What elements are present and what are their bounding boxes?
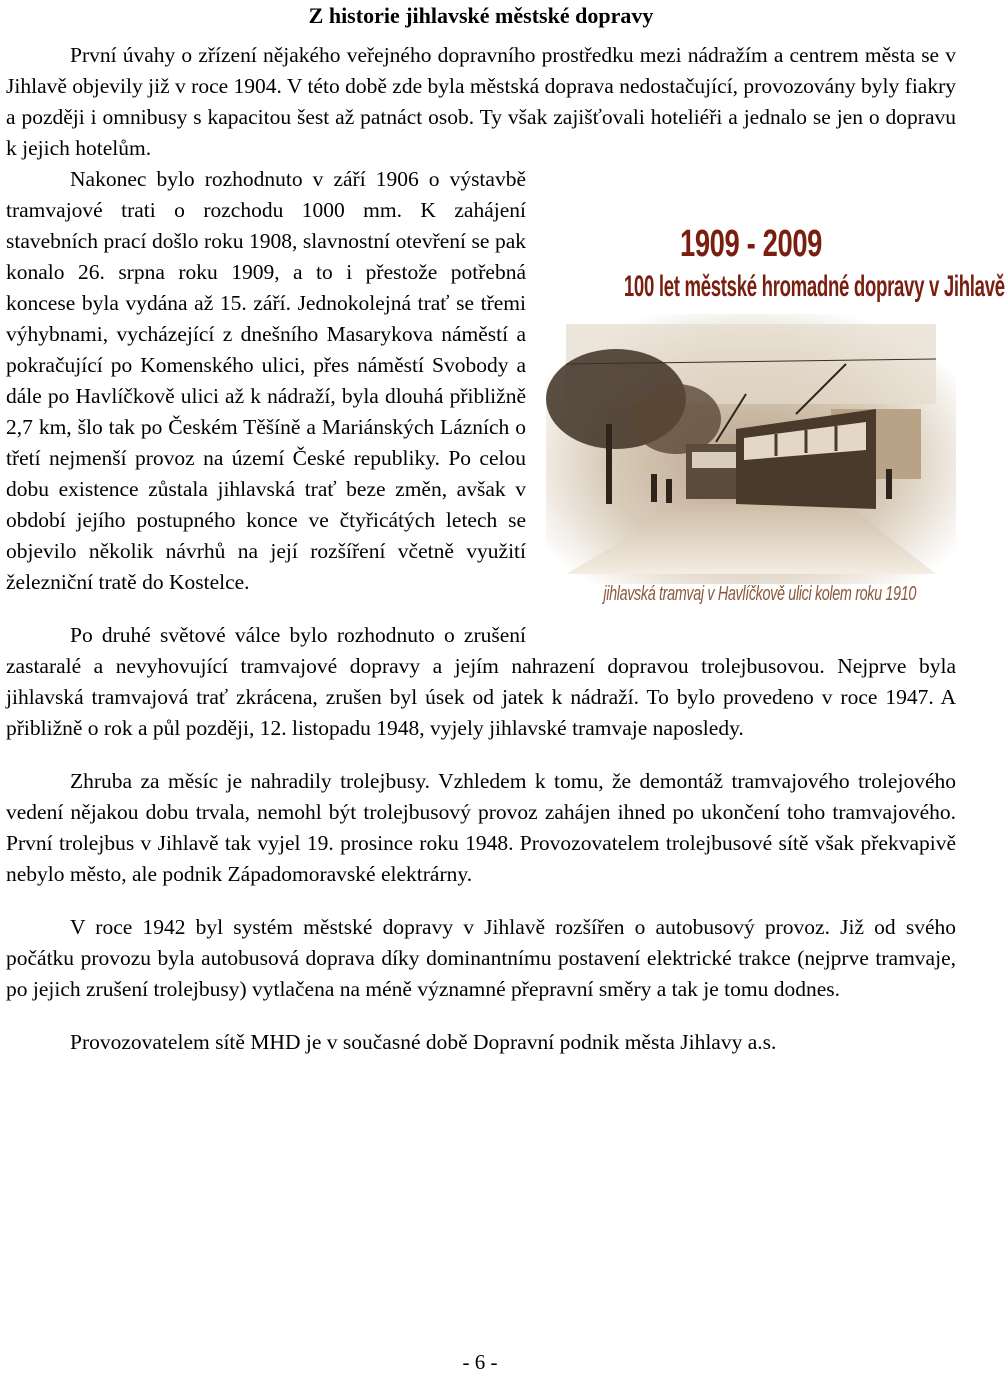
paragraph-post-war: Po druhé světové válce bylo rozhodnuto o zrušení zastaralé a nevyhovující tramvajové dopravy a jejím nahrazení dopravou trolejbusovou. Nejprve byla jihlavská tramvajová trať zkrácena, zrušen byl úsek od jatek k nádraží. To bylo provedeno v roce 1947. A přibližně o rok a půl později, 12. listopadu 1948, vyjely jihlavské tramvaje naposledy. [6, 623, 956, 740]
figure-caption: jihlavská tramvaj v Havlíčkově ulici kolem roku 1910 [603, 583, 917, 605]
tram-photo-figure [546, 174, 1005, 624]
paragraph-trolleybus: Zhruba za měsíc je nahradily trolejbusy. Vzhledem k tomu, že demontáž tramvajového trolejového vedení nějakou dobu trvala, nemohl být trolejbusový provoz zahájen ihned po ukončení toho tramvajového. První trolejbus v Jihlavě tak vyjel 19. prosince roku 1948. Provozovatelem trolejbusové sítě však překvapivě nebylo město, ale podnik Západomoravské elektrárny. [6, 769, 956, 886]
paragraph-intro: První úvahy o zřízení nějakého veřejného dopravního prostředku mezi nádražím a centrem města se v Jihlavě objevily již v roce 1904. V této době zde byla městská doprava nedostačující, provozovány byly fiakry a později i omnibusy s kapacitou šest až patnáct osob. Ty však zajišťovali hoteliéři a jednalo se jen o dopravu k jejich hotelům. [6, 43, 956, 160]
figure-title-anniversary: 100 let městské hromadné dopravy v Jihlavě [623, 270, 1005, 303]
figure-title-years: 1909 - 2009 [679, 223, 823, 265]
paragraph-bus: V roce 1942 byl systém městské dopravy v Jihlavě rozšířen o autobusový provoz. Již od svého počátku provozu byla autobusová doprava díky dominantnímu postavení elektrické trakce (nejprve tramvaje, po jejich zrušení trolejbusy) vytlačena na méně významné přepravní směry a tak je tomu dodnes. [6, 915, 956, 1001]
page-title: Z historie jihlavské městské dopravy [308, 3, 654, 28]
page-number: - 6 - [462, 1350, 498, 1374]
document-page [6, 0, 1005, 1058]
paragraph-tram-history: Nakonec bylo rozhodnuto v září 1906 o výstavbě tramvajové trati o rozchodu 1000 mm. K zahájení stavebních prací došlo roku 1908, slavnostní otevření se pak konalo 26. srpna roku 1909, a to i přestože potřebná koncese byla vydána až 15. září. Jednokolejná trať se třemi výhybnami, vycházející z dnešního Masarykova náměstí a pokračující po Komenského ulici, přes náměstí Svobody a dále po Havlíčkově ulici až k nádraží, byla dlouhá přibližně 2,7 km, šlo tak po Českém Těšíně a Mariánských Lázních o třetí nejmenší provoz na území České republiky. Po celou dobu existence zůstala jihlavská trať beze změn, avšak v období jejího postupného konce ve čtyřicátých letech se objevilo několik návrhů na její rozšíření včetně využití železniční tratě do Kostelce. [6, 167, 526, 594]
paragraph-operator: Provozovatelem sítě MHD je v současné době Dopravní podnik města Jihlavy a.s. [70, 1030, 777, 1054]
